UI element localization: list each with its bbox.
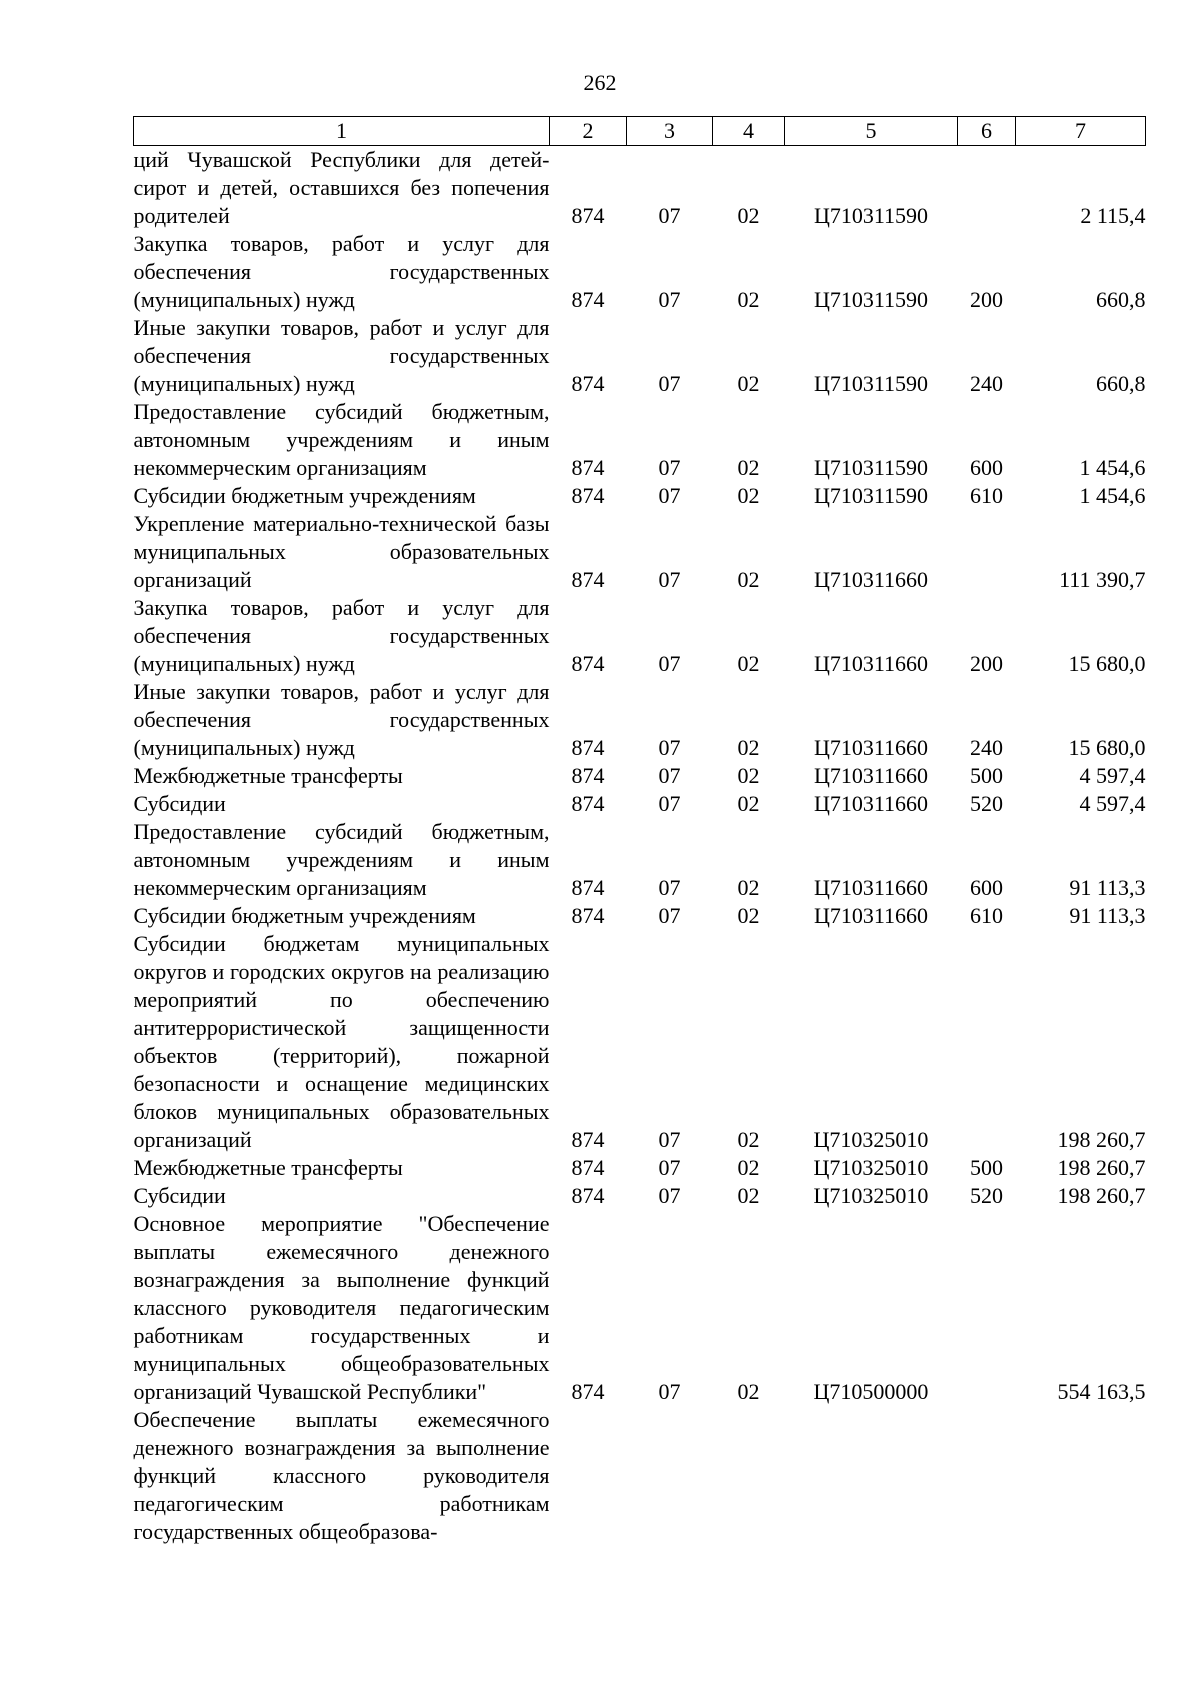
row-subsection: 02 xyxy=(737,1379,760,1404)
row-ministry-code: 874 xyxy=(571,567,605,592)
table-row xyxy=(134,902,1146,930)
row-amount: 4 597,4 xyxy=(1079,763,1146,788)
row-amount: 660,8 xyxy=(1096,287,1146,312)
row-section: 07 xyxy=(658,287,681,312)
row-subsection: 02 xyxy=(737,1155,760,1180)
row-section: 07 xyxy=(658,1127,681,1152)
row-amount: 660,8 xyxy=(1096,371,1146,396)
row-section: 07 xyxy=(658,1183,681,1208)
table-row xyxy=(134,1182,1146,1210)
row-amount: 91 113,3 xyxy=(1069,875,1146,900)
row-description: Предоставление субсидий бюджетным, автономным учреждениям и иным некоммерческим организациям xyxy=(133,819,550,900)
row-amount: 198 260,7 xyxy=(1057,1183,1146,1208)
table-row xyxy=(134,818,1146,902)
table-row xyxy=(134,1406,1146,1546)
row-expense-type xyxy=(958,1406,1016,1546)
row-section: 07 xyxy=(658,735,681,760)
row-section: 07 xyxy=(658,903,681,928)
row-ministry-code: 874 xyxy=(571,903,605,928)
row-target-article: Ц710325010 xyxy=(813,1127,929,1152)
row-description: Основное мероприятие "Обеспечение выплаты ежемесячного денежного вознаграждения за выполнение функций классного руководителя педагогическим работникам государственных и муниципальных общеобразовательных организаций Чувашской Республики" xyxy=(133,1211,550,1404)
table-row xyxy=(134,678,1146,762)
row-amount: 111 390,7 xyxy=(1059,567,1146,592)
row-amount: 1 454,6 xyxy=(1079,483,1146,508)
row-subsection: 02 xyxy=(737,203,760,228)
row-description: Субсидии xyxy=(133,1183,226,1208)
table-row xyxy=(134,594,1146,678)
row-expense-type xyxy=(958,930,1016,1154)
row-target-article: Ц710311590 xyxy=(813,371,929,396)
row-ministry-code: 874 xyxy=(571,483,605,508)
row-section: 07 xyxy=(658,567,681,592)
row-ministry-code: 874 xyxy=(571,763,605,788)
row-ministry-code: 874 xyxy=(571,287,605,312)
row-expense-type xyxy=(958,510,1016,594)
row-subsection: 02 xyxy=(737,483,760,508)
row-target-article: Ц710311660 xyxy=(813,567,929,592)
row-target-article: Ц710311590 xyxy=(813,455,929,480)
row-target-article: Ц710311590 xyxy=(813,483,929,508)
row-ministry-code: 874 xyxy=(571,1155,605,1180)
row-subsection: 02 xyxy=(737,1183,760,1208)
row-description: Предоставление субсидий бюджетным, автономным учреждениям и иным некоммерческим организациям xyxy=(133,399,550,480)
row-description: Субсидии бюджетам муниципальных округов и городских округов на реализацию мероприятий по обеспечению антитеррористической защищенности объектов (территорий), пожарной безопасности и оснащение медицинских блоков муниципальных образовательных организаций xyxy=(133,931,550,1152)
row-amount: 554 163,5 xyxy=(1057,1379,1146,1404)
row-amount: 15 680,0 xyxy=(1068,735,1146,760)
column-header-6: 6 xyxy=(958,117,1016,146)
row-description: Иные закупки товаров, работ и услуг для обеспечения государственных (муниципальных) нужд xyxy=(133,315,550,396)
row-ministry-code: 874 xyxy=(571,203,605,228)
row-subsection: 02 xyxy=(737,371,760,396)
row-expense-type xyxy=(958,146,1016,231)
row-amount: 15 680,0 xyxy=(1068,651,1146,676)
row-ministry-code: 874 xyxy=(571,1379,605,1404)
row-expense-type: 520 xyxy=(970,1183,1003,1208)
row-section: 07 xyxy=(658,371,681,396)
row-description: Субсидии бюджетным учреждениям xyxy=(133,903,476,928)
row-description: Закупка товаров, работ и услуг для обеспечения государственных (муниципальных) нужд xyxy=(133,595,550,676)
table-row xyxy=(134,930,1146,1154)
row-expense-type: 200 xyxy=(970,287,1003,312)
row-target-article: Ц710311660 xyxy=(813,735,929,760)
row-expense-type: 500 xyxy=(970,763,1003,788)
column-header-7: 7 xyxy=(1016,117,1146,146)
row-amount xyxy=(1016,1406,1146,1546)
row-amount: 91 113,3 xyxy=(1069,903,1146,928)
column-header-1: 1 xyxy=(134,117,550,146)
table-row xyxy=(134,482,1146,510)
column-header-3: 3 xyxy=(627,117,713,146)
table-row xyxy=(134,762,1146,790)
row-section xyxy=(627,1406,713,1546)
row-description: Укрепление материально-технической базы муниципальных образовательных организаций xyxy=(133,511,550,592)
table-row xyxy=(134,1210,1146,1406)
row-description: Закупка товаров, работ и услуг для обеспечения государственных (муниципальных) нужд xyxy=(133,231,550,312)
row-description: Обеспечение выплаты ежемесячного денежного вознаграждения за выполнение функций классного руководителя педагогическим работникам государственных общеобразова- xyxy=(133,1407,550,1544)
row-expense-type: 200 xyxy=(970,651,1003,676)
row-expense-type: 600 xyxy=(970,875,1003,900)
row-ministry-code: 874 xyxy=(571,651,605,676)
header-row xyxy=(134,117,1146,146)
row-ministry-code: 874 xyxy=(571,875,605,900)
row-ministry-code: 874 xyxy=(571,735,605,760)
row-expense-type: 520 xyxy=(970,791,1003,816)
row-ministry-code: 874 xyxy=(571,1183,605,1208)
row-subsection: 02 xyxy=(737,287,760,312)
row-subsection: 02 xyxy=(737,903,760,928)
row-target-article: Ц710500000 xyxy=(813,1379,929,1404)
row-amount: 4 597,4 xyxy=(1079,791,1146,816)
row-description: Субсидии бюджетным учреждениям xyxy=(133,483,476,508)
column-header-4: 4 xyxy=(713,117,785,146)
row-section: 07 xyxy=(658,1379,681,1404)
row-section: 07 xyxy=(658,763,681,788)
table-row xyxy=(134,314,1146,398)
column-header-5: 5 xyxy=(785,117,958,146)
row-subsection: 02 xyxy=(737,735,760,760)
row-section: 07 xyxy=(658,203,681,228)
row-section: 07 xyxy=(658,1155,681,1180)
row-target-article: Ц710311590 xyxy=(813,203,929,228)
table-header xyxy=(134,117,1146,146)
budget-table xyxy=(133,116,1146,1546)
row-section: 07 xyxy=(658,791,681,816)
row-ministry-code: 874 xyxy=(571,791,605,816)
row-ministry-code: 874 xyxy=(571,371,605,396)
row-description: Межбюджетные трансферты xyxy=(133,1155,403,1180)
row-ministry-code: 874 xyxy=(571,1127,605,1152)
row-expense-type: 500 xyxy=(970,1155,1003,1180)
table-row xyxy=(134,1154,1146,1182)
row-target-article xyxy=(785,1406,958,1546)
row-amount: 2 115,4 xyxy=(1080,203,1146,228)
row-target-article: Ц710311660 xyxy=(813,763,929,788)
row-subsection: 02 xyxy=(737,763,760,788)
row-target-article: Ц710311660 xyxy=(813,651,929,676)
row-target-article: Ц710311660 xyxy=(813,903,929,928)
row-target-article: Ц710311660 xyxy=(813,791,929,816)
row-ministry-code: 874 xyxy=(571,455,605,480)
table-row xyxy=(134,230,1146,314)
table-row xyxy=(134,146,1146,231)
row-subsection: 02 xyxy=(737,1127,760,1152)
table-row xyxy=(134,398,1146,482)
row-section: 07 xyxy=(658,483,681,508)
row-subsection: 02 xyxy=(737,875,760,900)
row-subsection: 02 xyxy=(737,651,760,676)
row-target-article: Ц710325010 xyxy=(813,1183,929,1208)
row-description: ций Чувашской Республики для детей-сирот и детей, оставшихся без попечения родителей xyxy=(133,147,550,228)
row-target-article: Ц710325010 xyxy=(813,1155,929,1180)
row-section: 07 xyxy=(658,875,681,900)
row-subsection xyxy=(713,1406,785,1546)
row-ministry-code xyxy=(550,1406,627,1546)
table-body xyxy=(134,146,1146,1547)
row-amount: 198 260,7 xyxy=(1057,1155,1146,1180)
row-subsection: 02 xyxy=(737,791,760,816)
row-amount: 198 260,7 xyxy=(1057,1127,1146,1152)
row-description: Межбюджетные трансферты xyxy=(133,763,403,788)
row-amount: 1 454,6 xyxy=(1079,455,1146,480)
row-section: 07 xyxy=(658,455,681,480)
row-expense-type: 610 xyxy=(970,903,1003,928)
table-row xyxy=(134,790,1146,818)
row-description: Иные закупки товаров, работ и услуг для обеспечения государственных (муниципальных) нужд xyxy=(133,679,550,760)
page-number: 262 xyxy=(583,70,617,95)
row-expense-type: 600 xyxy=(970,455,1003,480)
row-target-article: Ц710311590 xyxy=(813,287,929,312)
row-section: 07 xyxy=(658,651,681,676)
row-description: Субсидии xyxy=(133,791,226,816)
row-expense-type: 610 xyxy=(970,483,1003,508)
row-subsection: 02 xyxy=(737,567,760,592)
column-header-2: 2 xyxy=(550,117,627,146)
row-subsection: 02 xyxy=(737,455,760,480)
row-expense-type: 240 xyxy=(970,371,1003,396)
row-target-article: Ц710311660 xyxy=(813,875,929,900)
row-expense-type: 240 xyxy=(970,735,1003,760)
row-expense-type xyxy=(958,1210,1016,1406)
table-row xyxy=(134,510,1146,594)
